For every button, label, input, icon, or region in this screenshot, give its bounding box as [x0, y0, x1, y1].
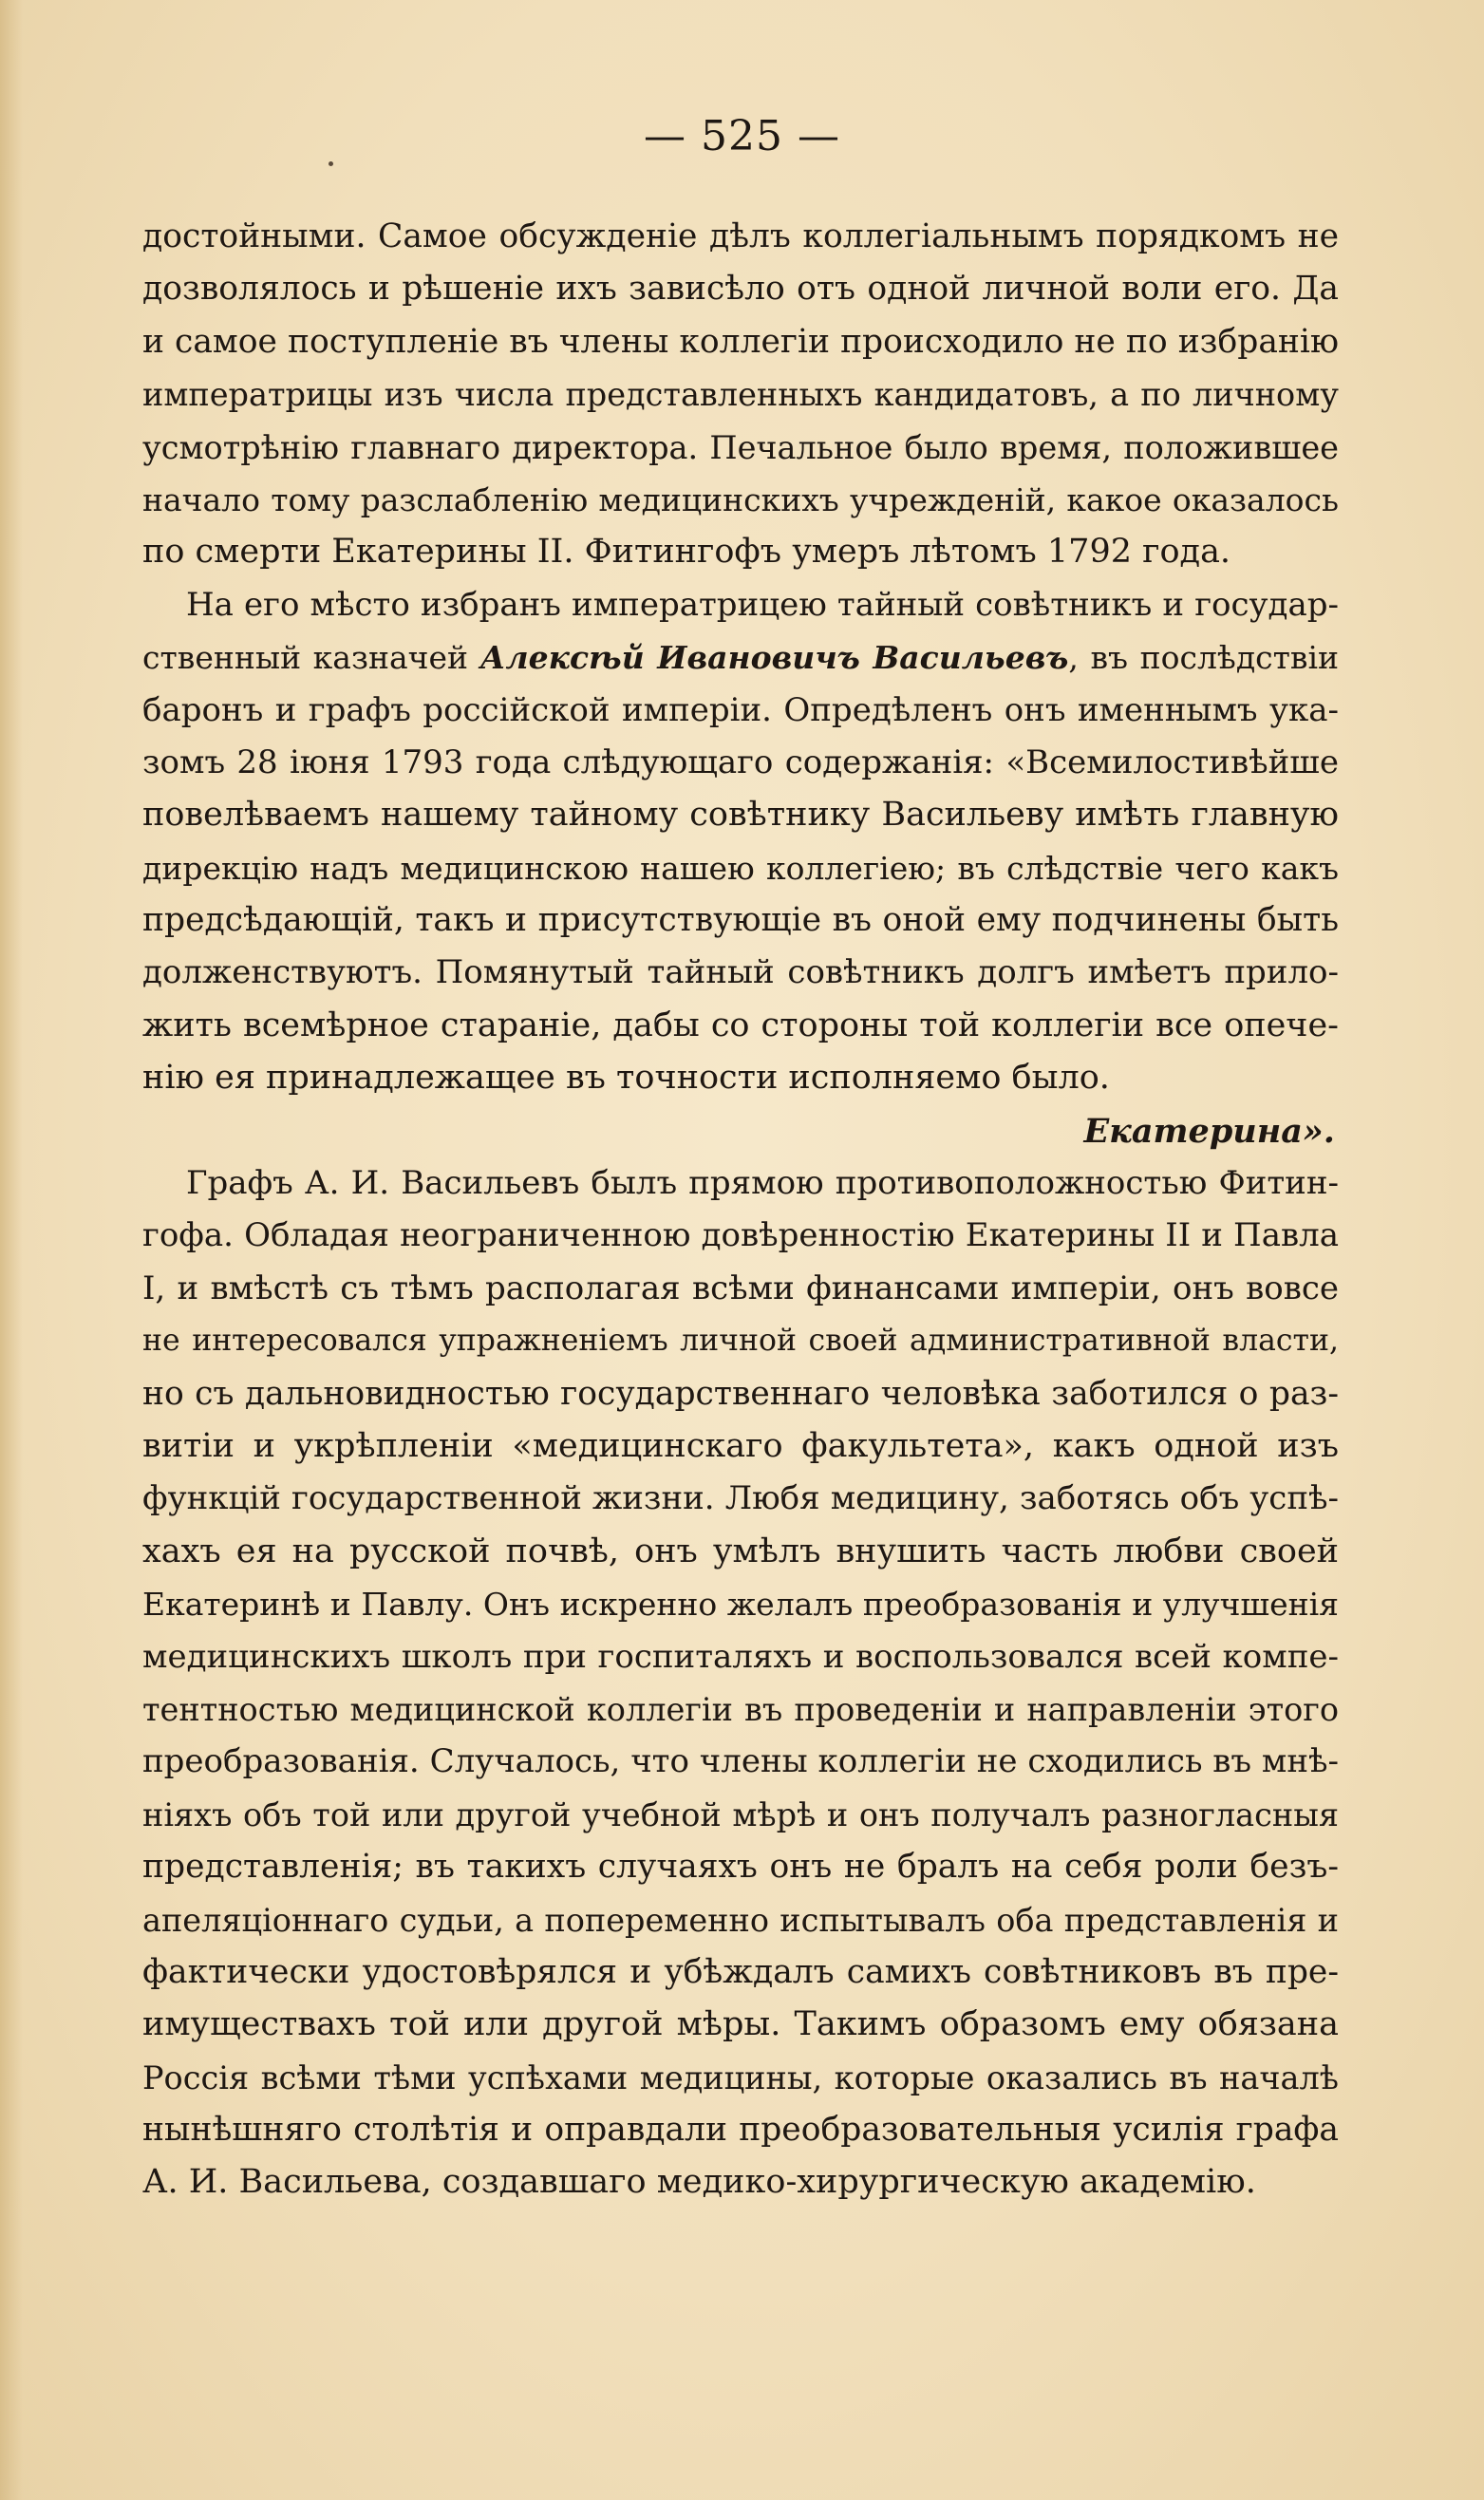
text-line: апеляціоннаго судьи, а попеременно испытывалъ оба представленія и [142, 1901, 1339, 1939]
text-line: преобразованія. Случалось, что члены коллегіи не сходились въ мнѣ- [142, 1742, 1339, 1781]
text-line: А. И. Васильева, создавшаго медико-хирургическую академію. [142, 2163, 1256, 2202]
italic-name: Алексѣй Ивановичъ Васильевъ [479, 639, 1069, 677]
text-line: усмотрѣнію главнаго директора. Печальное было время, положившее [142, 428, 1339, 466]
text-line: витіи и укрѣпленіи «медицинскаго факультета», какъ одной изъ [142, 1426, 1339, 1465]
body-text [142, 211, 1339, 2209]
text-line: повелѣваемъ нашему тайному совѣтнику Васильеву имѣть главную [142, 796, 1339, 835]
text-line: дирекцію надъ медицинскою нашею коллегіею; въ слѣдствіе чего какъ [142, 849, 1339, 887]
text-line: но съ дальновидностью государственнаго человѣка заботился о раз- [142, 1374, 1339, 1413]
text-line: баронъ и графъ россійской имперіи. Опредѣленъ онъ именнымъ ука- [142, 690, 1339, 729]
text-line: не интересовался упражненіемъ личной своей административной власти, [142, 1324, 1339, 1359]
text-line: фактически удостовѣрялся и убѣждалъ самихъ совѣтниковъ въ пре- [142, 1952, 1339, 1991]
text-line: Екатеринѣ и Павлу. Онъ искренно желалъ преобразованія и улучшенія [142, 1586, 1339, 1624]
text-line: представленія; въ такихъ случаяхъ онъ не бралъ на себя роли безъ- [142, 1848, 1339, 1887]
text-line: императрицы изъ числа представленныхъ кандидатовъ, а по личному [142, 376, 1339, 414]
text-line: начало тому разслабленію медицинскихъ учрежденій, какое оказалось [142, 480, 1339, 518]
text-line: ніяхъ объ той или другой учебной мѣрѣ и онъ получалъ разногласныя [142, 1795, 1339, 1833]
text-line: жить всемѣрное стараніе, дабы со стороны той коллегіи все опече- [142, 1006, 1339, 1044]
text-line: предсѣдающій, такъ и присутствующіе въ оной ему подчинены быть [142, 901, 1339, 940]
text-line: медицинскихъ школъ при госпиталяхъ и воспользовался всей компе- [142, 1637, 1339, 1676]
text-fragment: , въ послѣдствіи [1068, 639, 1339, 677]
text-line: имуществахъ той или другой мѣры. Такимъ образомъ ему обязана [142, 2005, 1339, 2044]
text-line: дозволялось и рѣшеніе ихъ зависѣло отъ одной личной воли его. Да [142, 270, 1339, 309]
text-fragment: ственный казначей [142, 639, 480, 677]
text-line: достойными. Самое обсужденіе дѣлъ коллегіальнымъ порядкомъ не [142, 217, 1339, 255]
text-line: Графъ А. И. Васильевъ былъ прямою противоположностью Фитин- [186, 1164, 1339, 1203]
text-line: Россія всѣми тѣми успѣхами медицины, которые оказались въ началѣ [142, 2058, 1339, 2096]
text-line: функцій государственной жизни. Любя медицину, заботясь объ успѣ- [142, 1479, 1339, 1518]
text-line [142, 631, 1339, 684]
paragraph-2 [142, 579, 1339, 1157]
text-line: долженствуютъ. Помянутый тайный совѣтникъ долгъ имѣетъ прило- [142, 953, 1339, 992]
page-edge-shadow [0, 0, 23, 2500]
text-line: тентностью медицинской коллегіи въ проведеніи и направленіи этого [142, 1690, 1339, 1728]
text-line: хахъ ея на русской почвѣ, онъ умѣлъ внушить часть любви своей [142, 1532, 1339, 1570]
text-line: нынѣшняго столѣтія и оправдали преобразовательныя усилія графа [142, 2111, 1339, 2150]
text-line: зомъ 28 іюня 1793 года слѣдующаго содержанія: «Всемилостивѣйше [142, 742, 1339, 781]
page-number: — 525 — [644, 112, 840, 160]
paragraph-1 [142, 211, 1339, 579]
text-line: На его мѣсто избранъ императрицею тайный совѣтникъ и государ- [186, 585, 1339, 624]
text-line: и самое поступленіе въ члены коллегіи происходило не по избранію [142, 322, 1339, 361]
text-line: по смерти Екатерины II. Фитингофъ умеръ лѣтомъ 1792 года. [142, 533, 1231, 572]
text-line: нію ея принадлежащее въ точности исполняемо было. [142, 1059, 1110, 1098]
text-line: гофа. Обладая неограниченною довѣренностію Екатерины II и Павла [142, 1216, 1339, 1255]
paragraph-3 [142, 1157, 1339, 2209]
signature: Екатерина». [1083, 1111, 1335, 1151]
print-speck [329, 161, 333, 166]
text-line: I, и вмѣстѣ съ тѣмъ располагая всѣми финансами имперіи, онъ вовсе [142, 1269, 1339, 1307]
